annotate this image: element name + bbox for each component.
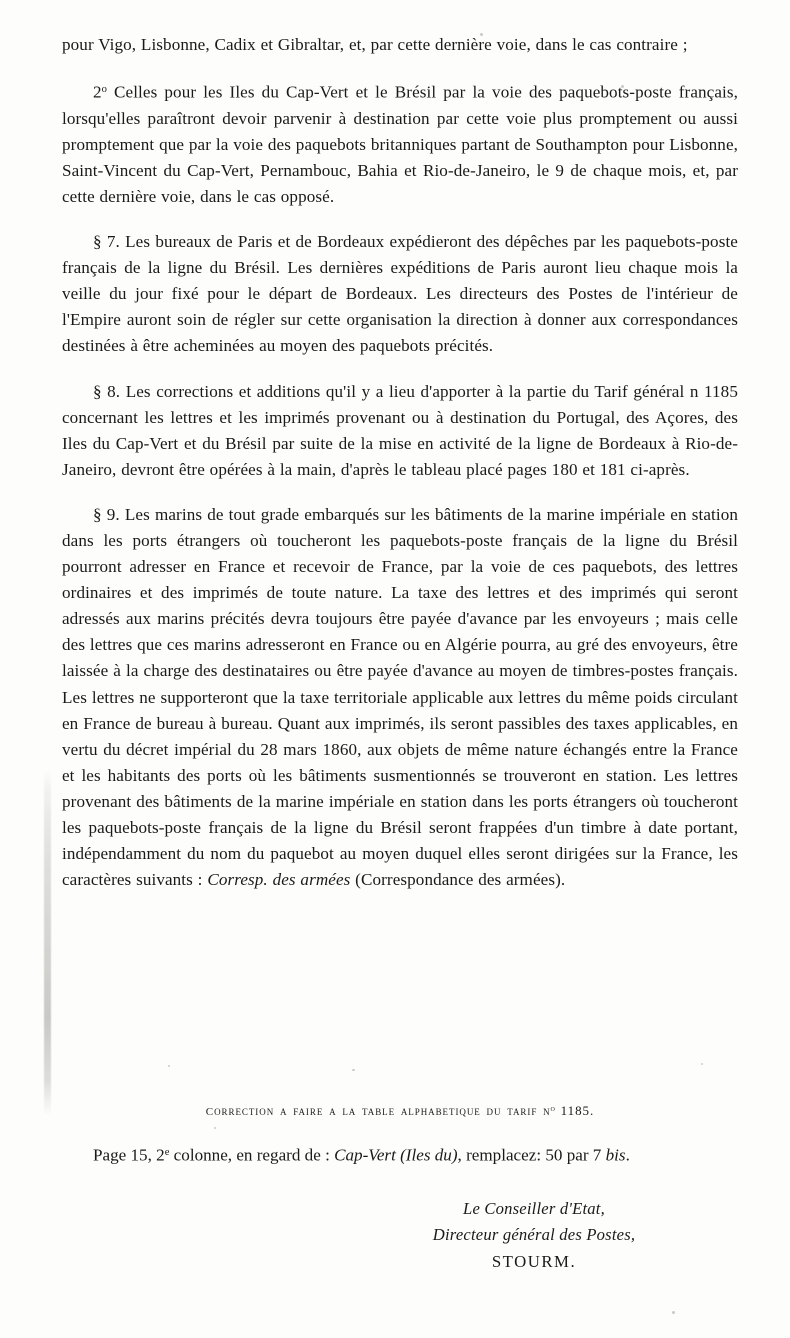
section-marker-7: § 7. <box>93 232 120 252</box>
emphasis-cap-vert-iles-du: Cap-Vert (Iles du) <box>334 1145 458 1165</box>
list-marker-ordinal-suffix: o <box>101 84 107 96</box>
emphasis-corresp-des-armees: Corresp. des armées <box>207 870 351 890</box>
paragraph-item-2 <box>62 77 738 210</box>
signatory-title: Le Conseiller d'Etat, <box>463 1199 605 1218</box>
section-marker-9: § 9. <box>93 504 120 524</box>
rubric-ordinal-suffix: o <box>550 1104 555 1113</box>
signatory-role: Directeur général des Postes, <box>432 1225 636 1245</box>
correction-note-lead: Page 15, 2 <box>93 1145 165 1165</box>
emphasis-bis: bis <box>605 1145 626 1165</box>
paragraph-continuation: pour Vigo, Lisbonne, Cadix et Gibraltar, et, par cette dernière voie, dans le cas contraire ; <box>62 35 688 54</box>
correction-note-after-emphasis: , remplacez: 50 par 7 <box>457 1145 606 1165</box>
scan-speck <box>701 1063 703 1065</box>
correction-note-tail: . <box>625 1145 630 1165</box>
rubric-text: orrection a faire a la table alphabetique du tarif n <box>214 1103 551 1119</box>
correction-note-middle: colonne, en regard de : <box>169 1145 335 1165</box>
paragraph-section-8 <box>62 379 738 483</box>
correction-note-ordinal-suffix: e <box>164 1147 170 1158</box>
rubric-initial: c <box>205 1102 215 1120</box>
scan-speck <box>352 1069 355 1071</box>
paragraph-section-7 <box>62 229 738 359</box>
list-marker-2: 2 <box>93 82 102 102</box>
signatory-name: STOURM. <box>491 1251 577 1271</box>
scan-smudge-artifact <box>44 770 51 1115</box>
correction-note-paragraph <box>62 1140 738 1169</box>
paragraph-section-8-text: Les corrections et additions qu'il y a lieu d'apporter à la partie du Tarif général n 1185 concernant les lettres et les imprimés provenant ou à destination du Portugal, des Açores, des Iles du Cap-Vert et du Brésil par suite de la mise en activité de la ligne de Bordeaux à Rio-de-Janeiro, devront être opérées à la main, d'après le tableau placé pages 180 et 181 ci-après. <box>62 381 738 479</box>
signature-block <box>330 1196 738 1275</box>
paragraph-section-7-text: Les bureaux de Paris et de Bordeaux expédieront des dépêches par les paquebots-poste français de la ligne du Brésil. Les dernières expéditions de Paris auront lieu chaque mois la veille du jour fixé pour le départ de Bordeaux. Les directeurs des Postes de l'intérieur de l'Empire auront soin de régler sur cette organisation la direction à donner aux correspondances destinées à être acheminées au moyen des paquebots précités. <box>62 232 738 356</box>
scan-speck <box>168 1065 170 1067</box>
scan-speck <box>214 1127 216 1129</box>
body-text-column <box>62 32 738 893</box>
paragraph-item-2-text: Celles pour les Iles du Cap-Vert et le Brésil par la voie des paquebots-poste français, lorsqu'elles paraîtront devoir parvenir à destination par cette voie plus promptement ou aussi promptement que par la voie des paquebots britanniques partant de Southampton pour Lisbonne, Saint-Vincent du Cap-Vert, Pernambouc, Bahia et Rio-de-Janeiro, le 9 de chaque mois, et, par cette dernière voie, dans le cas opposé. <box>62 82 738 206</box>
correction-note <box>62 1140 738 1169</box>
section-marker-8: § 8. <box>93 381 121 401</box>
rubric-heading <box>62 1100 738 1119</box>
paragraph-section-9-text: Les marins de tout grade embarqués sur les bâtiments de la marine impériale en station dans les ports étrangers où toucheront les paquebots-poste français de la ligne du Brésil pourront adresser en France et recevoir de France, par la voie de ces paquebots, des lettres ordinaires et des imprimés de toute nature. La taxe des lettres et des imprimés qui seront adressés aux marins précités devra toujours être payée d'avance par les envoyeurs ; mais celle des lettres que ces marins adresseront en France ou en Algérie pourra, au gré des envoyeurs, être laissée à la charge des destinataires ou être payée d'avance au moyen de timbres-postes français. Les lettres ne supporteront que la taxe territoriale applicable aux lettres du même poids circulant en France de bureau à bureau. Quant aux imprimés, ils seront passibles des taxes applicables, en vertu du décret impérial du 28 mars 1860, aux objets de même nature échangés entre la France et les habitants des ports où les bâtiments susmentionnés se trouveront en station. Les lettres provenant des bâtiments de la marine impériale en station dans les ports étrangers où toucheront les paquebots-poste français de la ligne du Brésil seront frappées d'un timbre à date portant, indépendamment du nom du paquebot au moyen duquel elles seront dirigées sur la France, les caractères suivants : <box>62 504 738 890</box>
paragraph-section-9 <box>62 502 738 893</box>
rubric-tariff-number: 1185. <box>554 1103 595 1119</box>
paragraph-section-9-tail: (Correspondance des armées). <box>350 870 566 890</box>
scan-speck <box>672 1311 675 1314</box>
